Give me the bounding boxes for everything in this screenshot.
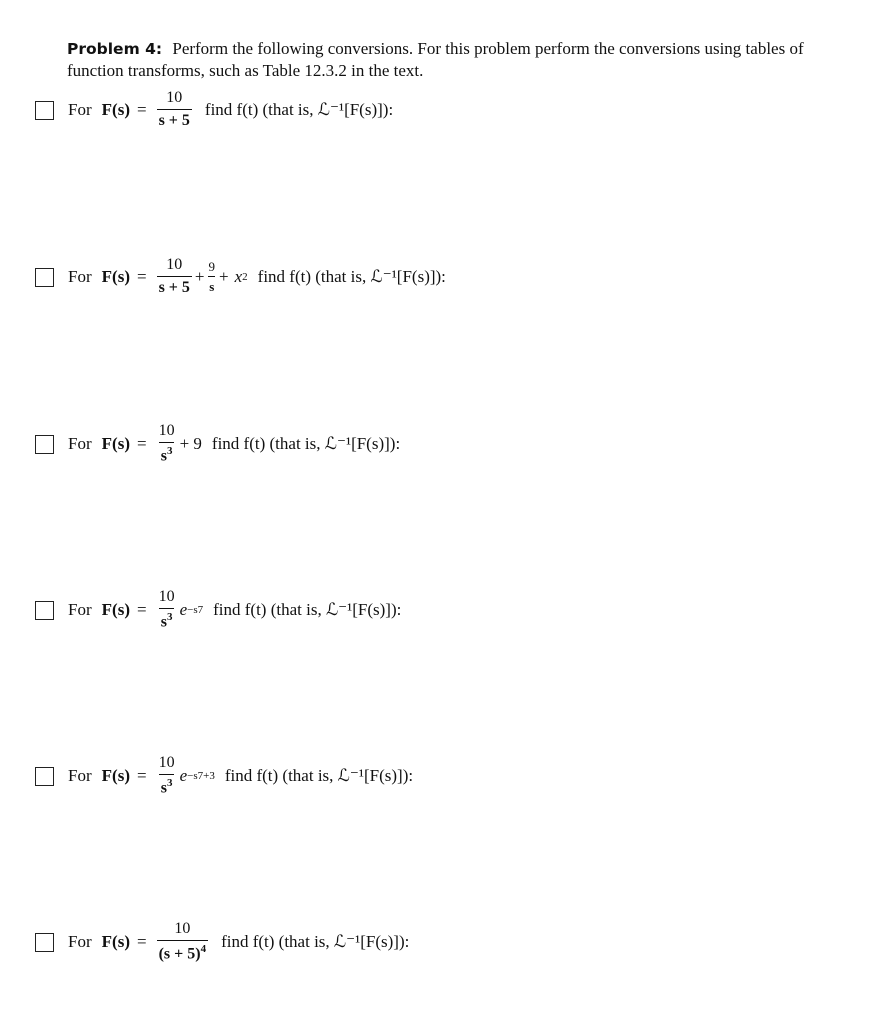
numerator: 9 (208, 259, 216, 275)
checkbox[interactable] (35, 101, 54, 120)
equals-sign: = (136, 100, 147, 119)
for-label: For (68, 434, 92, 453)
find-instruction: find f(t) (that is, ℒ⁻¹[F(s)]): (211, 434, 401, 453)
numerator: 10 (158, 588, 175, 606)
numerator: 10 (166, 89, 183, 107)
for-label: For (68, 100, 92, 119)
function-F: F(s) (101, 600, 130, 619)
plus-sign: + (194, 267, 205, 286)
fraction (157, 755, 177, 797)
fraction-1 (157, 257, 192, 297)
conversion-item-4 (35, 584, 401, 636)
equals-sign: = (136, 267, 147, 286)
fraction (157, 423, 177, 465)
find-instruction: find f(t) (that is, ℒ⁻¹[F(s)]): (204, 100, 394, 119)
denominator: $(s + 5)^4$ (157, 940, 209, 963)
equals-sign: = (136, 434, 147, 453)
function-F: F(s) (101, 267, 130, 286)
checkbox[interactable] (35, 767, 54, 786)
checkbox[interactable] (35, 601, 54, 620)
equals-sign: = (136, 766, 147, 785)
for-label: For (68, 600, 92, 619)
denominator: s + 5 (157, 109, 192, 130)
conversion-item-3 (35, 418, 400, 470)
denominator: s + 5 (157, 276, 192, 297)
find-instruction: find f(t) (that is, ℒ⁻¹[F(s)]): (224, 766, 414, 785)
exponential-base: e (179, 600, 188, 619)
conversion-item-5 (35, 750, 413, 802)
conversion-item-2 (35, 251, 446, 303)
equals-sign: = (136, 932, 147, 951)
for-label: For (68, 932, 92, 951)
problem-instructions: Perform the following conversions. For this problem perform the conversions using tables of function transforms, such as Table 12.3.2 in the text. (67, 39, 804, 80)
find-instruction: find f(t) (that is, ℒ⁻¹[F(s)]): (221, 932, 410, 951)
fraction (157, 921, 209, 963)
checkbox[interactable] (35, 268, 54, 287)
for-label: For (68, 267, 92, 286)
function-F: F(s) (101, 434, 130, 453)
plus-sign: + (219, 267, 229, 286)
fraction (157, 90, 192, 130)
problem-label: Problem 4: (67, 40, 163, 58)
numerator: 10 (158, 422, 175, 440)
for-label: For (68, 766, 92, 785)
function-F: F(s) (101, 100, 130, 119)
function-F: F(s) (101, 932, 130, 951)
variable-x: x (234, 267, 243, 286)
exponent: −s7+3 (187, 770, 215, 782)
numerator: 10 (158, 754, 175, 772)
exponential-base: e (179, 766, 188, 785)
exponent: 2 (242, 271, 248, 283)
problem-header (67, 38, 837, 82)
function-F: F(s) (101, 766, 130, 785)
checkbox[interactable] (35, 435, 54, 454)
conversion-item-1 (35, 84, 393, 136)
denominator: $s^3$ (159, 774, 175, 797)
checkbox[interactable] (35, 933, 54, 952)
equals-sign: = (136, 600, 147, 619)
denominator: $s^3$ (159, 608, 175, 631)
find-instruction: find f(t) (that is, ℒ⁻¹[F(s)]): (213, 600, 402, 619)
fraction (157, 589, 177, 631)
additive-term: + 9 (179, 434, 202, 453)
exponent: −s7 (187, 604, 204, 616)
numerator: 10 (166, 256, 183, 274)
numerator: 10 (174, 920, 191, 938)
denominator: s (208, 276, 215, 294)
conversion-item-6 (35, 916, 409, 968)
fraction-2 (208, 260, 217, 293)
denominator: $s^3$ (159, 442, 175, 465)
find-instruction: find f(t) (that is, ℒ⁻¹[F(s)]): (257, 267, 446, 286)
